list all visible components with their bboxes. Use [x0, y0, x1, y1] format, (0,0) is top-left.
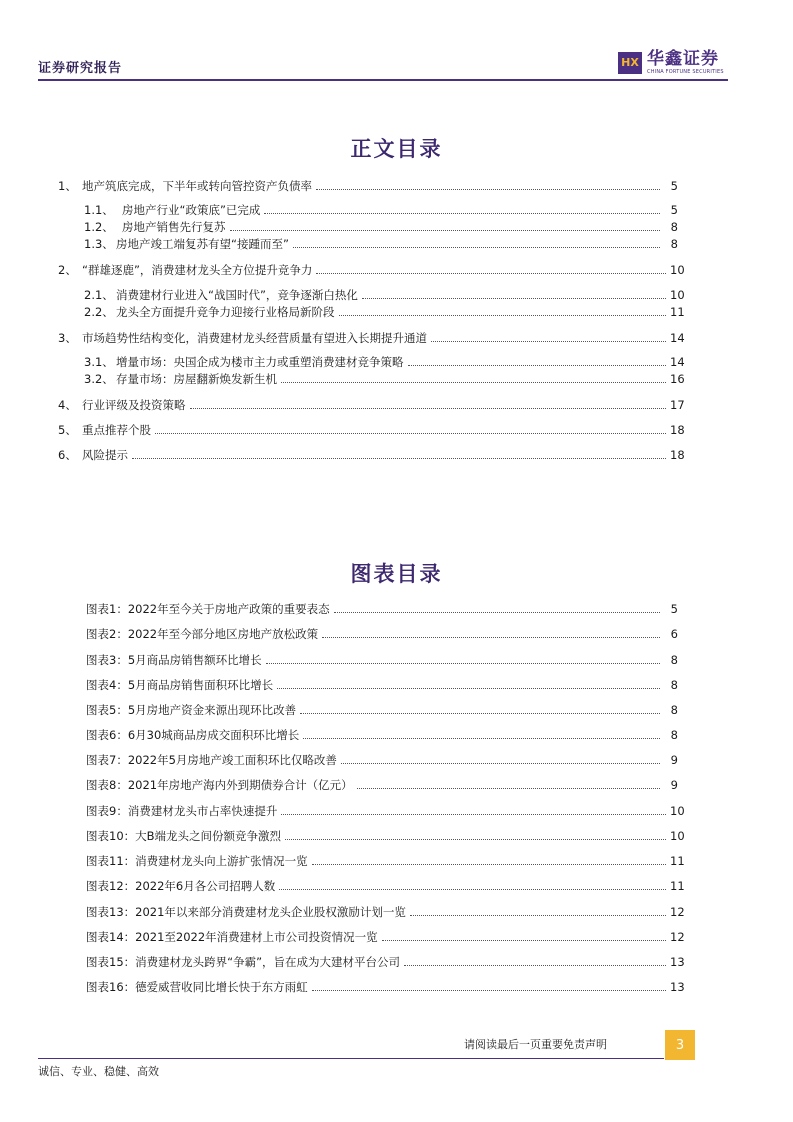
toc-page: 10 — [670, 263, 685, 277]
leader-dots — [285, 829, 666, 840]
leader-dots — [132, 448, 666, 459]
leader-dots — [316, 179, 660, 190]
toc-page: 18 — [670, 448, 685, 462]
figure-entry[interactable] — [86, 751, 678, 769]
toc-text: 风险提示 — [82, 448, 128, 462]
figure-entry[interactable] — [86, 600, 678, 618]
figure-page: 8 — [670, 728, 678, 742]
toc-page: 14 — [670, 355, 685, 369]
figure-entry[interactable] — [86, 701, 678, 719]
figure-entry[interactable] — [86, 827, 684, 845]
figure-page: 9 — [670, 778, 678, 792]
toc-number: 1、 — [58, 179, 77, 193]
toc-entry[interactable] — [58, 396, 684, 414]
leader-dots — [266, 653, 660, 664]
toc-page: 18 — [670, 423, 685, 437]
toc-number: 4、 — [58, 398, 77, 412]
leader-dots — [293, 237, 660, 248]
toc-text: 行业评级及投资策略 — [82, 398, 186, 412]
figure-text: 图表4：5月商品房销售面积环比增长 — [86, 678, 274, 692]
leader-dots — [277, 678, 660, 689]
figure-entry[interactable] — [86, 978, 684, 996]
toc-page: 11 — [670, 305, 685, 319]
toc-text: 增量市场：央国企成为楼市主力或重塑消费建材竞争策略 — [116, 355, 404, 369]
leader-dots — [408, 355, 667, 366]
figure-text: 图表11：消费建材龙头向上游扩张情况一览 — [86, 854, 308, 868]
toc-number: 3、 — [58, 331, 77, 345]
toc-page: 16 — [670, 372, 685, 386]
toc-entry[interactable] — [84, 370, 684, 388]
toc-number: 1.3、 — [84, 237, 114, 251]
toc-text: “群雄逐鹿”，消费建材龙头全方位提升竞争力 — [82, 263, 313, 277]
company-logo — [618, 50, 724, 75]
figure-text: 图表8：2021年房地产海内外到期债券合计（亿元） — [86, 778, 353, 792]
figure-text: 图表9：消费建材龙头市占率快速提升 — [86, 804, 278, 818]
figure-page: 13 — [670, 980, 685, 994]
toc-entry[interactable] — [84, 353, 684, 371]
figure-entry[interactable] — [86, 877, 684, 895]
leader-dots — [312, 854, 666, 865]
leader-dots — [357, 778, 660, 789]
figure-page: 10 — [670, 829, 685, 843]
toc-entry[interactable] — [58, 421, 684, 439]
toc-text: 房地产销售先行复苏 — [122, 220, 226, 234]
figure-page: 8 — [670, 678, 678, 692]
leader-dots — [322, 627, 660, 638]
leader-dots — [281, 804, 666, 815]
report-type-label: 证券研究报告 — [38, 61, 123, 76]
company-slogan: 诚信、专业、稳健、高效 — [38, 1065, 159, 1078]
leader-dots — [303, 728, 660, 739]
toc-text: 地产筑底完成，下半年或转向管控资产负债率 — [82, 179, 312, 193]
toc-title: 正文目录 — [350, 136, 443, 161]
figure-entry[interactable] — [86, 676, 678, 694]
header-divider — [38, 79, 728, 81]
toc-page: 8 — [670, 237, 678, 251]
figure-page: 6 — [670, 627, 678, 641]
toc-entry[interactable] — [84, 201, 678, 219]
toc-number: 2.2、 — [84, 305, 114, 319]
toc-page: 14 — [670, 331, 685, 345]
figure-text: 图表14：2021至2022年消费建材上市公司投资情况一览 — [86, 930, 378, 944]
toc-number: 2.1、 — [84, 288, 114, 302]
figure-entry[interactable] — [86, 852, 684, 870]
toc-text: 消费建材行业进入“战国时代”，竞争逐渐白热化 — [116, 288, 358, 302]
figure-page: 9 — [670, 753, 678, 767]
leader-dots — [281, 372, 666, 383]
figure-page: 13 — [670, 955, 685, 969]
figure-text: 图表2：2022年至今部分地区房地产放松政策 — [86, 627, 319, 641]
toc-page: 5 — [670, 203, 678, 217]
figure-text: 图表16：德爱威营收同比增长快于东方雨虹 — [86, 980, 308, 994]
figure-text: 图表5：5月房地产资金来源出现环比改善 — [86, 703, 297, 717]
figure-text: 图表15：消费建材龙头跨界“争霸”，旨在成为大建材平台公司 — [86, 955, 401, 969]
figure-text: 图表1：2022年至今关于房地产政策的重要表态 — [86, 602, 330, 616]
toc-number: 6、 — [58, 448, 77, 462]
toc-entry[interactable] — [84, 303, 684, 321]
toc-number: 1.2、 — [84, 220, 114, 234]
toc-entry[interactable] — [58, 329, 684, 347]
toc-text: 房地产竣工端复苏有望“接踵而至” — [116, 237, 289, 251]
figure-text: 图表13：2021年以来部分消费建材龙头企业股权激励计划一览 — [86, 905, 406, 919]
toc-number: 2、 — [58, 263, 77, 277]
toc-number: 5、 — [58, 423, 77, 437]
footer-divider — [38, 1058, 664, 1059]
figures-title: 图表目录 — [350, 561, 443, 586]
figure-page: 11 — [670, 854, 685, 868]
figure-text: 图表10：大B端龙头之间份额竞争激烈 — [86, 829, 282, 843]
figure-text: 图表6：6月30城商品房成交面积环比增长 — [86, 728, 300, 742]
leader-dots — [230, 220, 661, 231]
toc-text: 房地产行业“政策底”已完成 — [122, 203, 261, 217]
toc-page: 8 — [670, 220, 678, 234]
figure-entry[interactable] — [86, 651, 678, 669]
leader-dots — [382, 930, 666, 941]
figure-entry[interactable] — [86, 625, 678, 643]
toc-text: 龙头全方面提升竞争力迎接行业格局新阶段 — [116, 305, 335, 319]
leader-dots — [362, 288, 666, 299]
leader-dots — [410, 905, 666, 916]
leader-dots — [279, 879, 666, 890]
figure-entry[interactable] — [86, 953, 684, 971]
toc-entry[interactable] — [58, 446, 684, 464]
figure-page: 11 — [670, 879, 685, 893]
toc-entry[interactable] — [84, 218, 678, 236]
figure-page: 8 — [670, 653, 678, 667]
toc-page: 5 — [670, 179, 678, 193]
figure-page: 12 — [670, 930, 685, 944]
leader-dots — [334, 602, 660, 613]
figure-entry[interactable] — [86, 928, 684, 946]
figure-entry[interactable] — [86, 802, 684, 820]
toc-number: 3.1、 — [84, 355, 114, 369]
toc-text: 重点推荐个股 — [82, 423, 151, 437]
figure-page: 12 — [670, 905, 685, 919]
toc-text: 存量市场：房屋翻新焕发新生机 — [116, 372, 277, 386]
toc-number: 3.2、 — [84, 372, 114, 386]
leader-dots — [155, 423, 666, 434]
leader-dots — [190, 398, 667, 409]
leader-dots — [300, 703, 660, 714]
disclaimer-note: 请阅读最后一页重要免责声明 — [464, 1038, 607, 1051]
toc-entry[interactable] — [84, 286, 684, 304]
logo-chinese-name: 华鑫证券 — [647, 49, 719, 69]
leader-dots — [316, 263, 666, 274]
toc-text: 市场趋势性结构变化，消费建材龙头经营质量有望进入长期提升通道 — [82, 331, 427, 345]
figure-text: 图表7：2022年5月房地产竣工面积环比仅略改善 — [86, 753, 337, 767]
toc-entry[interactable] — [58, 261, 684, 279]
figure-entry[interactable] — [86, 903, 684, 921]
figure-entry[interactable] — [86, 726, 678, 744]
toc-entry[interactable] — [84, 235, 678, 253]
figure-text: 图表3：5月商品房销售额环比增长 — [86, 653, 262, 667]
figure-entry[interactable] — [86, 776, 678, 794]
toc-number: 1.1、 — [84, 203, 114, 217]
leader-dots — [339, 305, 667, 316]
figure-page: 5 — [670, 602, 678, 616]
page-number: 3 — [665, 1030, 695, 1060]
toc-page: 17 — [670, 398, 685, 412]
leader-dots — [404, 955, 666, 966]
leader-dots — [341, 753, 660, 764]
leader-dots — [431, 331, 666, 342]
toc-entry[interactable] — [58, 177, 678, 195]
leader-dots — [312, 980, 666, 991]
logo-mark-icon: HX — [618, 52, 642, 74]
leader-dots — [264, 203, 660, 214]
figure-text: 图表12：2022年6月各公司招聘人数 — [86, 879, 276, 893]
toc-page: 10 — [670, 288, 685, 302]
logo-english-name: CHINA FORTUNE SECURITIES — [647, 69, 724, 75]
figure-page: 8 — [670, 703, 678, 717]
figure-page: 10 — [670, 804, 685, 818]
